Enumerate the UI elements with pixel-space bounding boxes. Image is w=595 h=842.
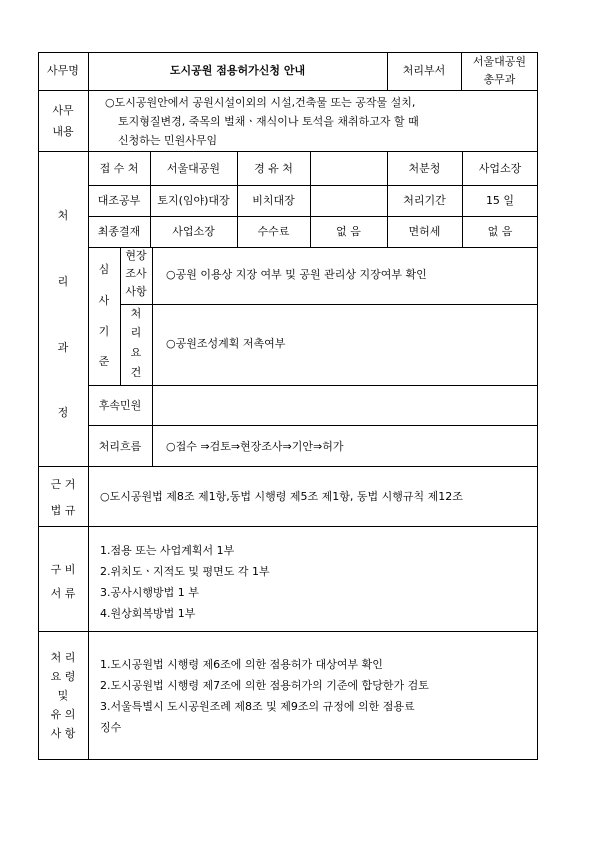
- fee-label: 수수료: [257, 225, 290, 238]
- process-char-1: 처: [57, 209, 69, 222]
- row-divider: [88, 425, 538, 426]
- fee-value: 없 음: [336, 225, 361, 238]
- col-divider: [152, 385, 153, 466]
- notes-label-2: 요 령: [50, 670, 76, 683]
- dept-label: 처리부서: [402, 64, 446, 77]
- doc-item: 3.공사시행방법 1 부: [100, 586, 199, 599]
- content-line-1: ○도시공원안에서 공원시설이외의 시설,건축물 또는 공작물 설치,: [105, 96, 416, 109]
- authority-value: 사업소장: [478, 162, 522, 175]
- site-text: ○공원 이용상 지장 여부 및 공원 관리상 지장여부 확인: [166, 268, 427, 281]
- review-char-1: 심: [98, 263, 110, 276]
- basis-label-2: 법 규: [50, 504, 76, 517]
- review-char-3: 기: [98, 325, 110, 338]
- approval-label: 최종결재: [97, 225, 141, 238]
- authority-label: 처분청: [408, 162, 441, 175]
- license-tax-value: 없 음: [487, 225, 513, 238]
- site-label-1: 현장: [125, 249, 147, 262]
- req-text: ○공원조성계획 저촉여부: [166, 337, 286, 350]
- affair-title: 도시공원 점용허가신청 안내: [169, 64, 306, 77]
- flow-label: 처리흐름: [98, 440, 142, 453]
- req-char-4: 건: [130, 366, 142, 379]
- registry-label: 비치대장: [252, 194, 295, 207]
- content-line-2: 토지형질변경, 죽목의 벌채ㆍ재식이나 토석을 채취하고자 할 때: [118, 115, 419, 128]
- receiver-value: 서울대공원: [166, 162, 221, 175]
- doc-item: 1.점용 또는 사업계획서 1부: [100, 544, 235, 557]
- license-tax-label: 면허세: [408, 225, 441, 238]
- req-char-1: 처: [130, 307, 142, 320]
- content-line-3: 신청하는 민원사무임: [118, 134, 218, 147]
- via-label: 경 유 처: [254, 162, 293, 175]
- ledger-value: 토지(임야)대장: [157, 194, 230, 207]
- ledger-label: 대조공부: [97, 194, 141, 207]
- row-divider: [88, 247, 538, 248]
- row-divider: [88, 216, 538, 217]
- dept-name: 서울대공원: [472, 55, 527, 68]
- affair-label: 사무명: [47, 64, 79, 77]
- row-divider: [38, 151, 538, 152]
- req-char-3: 요: [130, 346, 142, 359]
- review-char-4: 준: [98, 355, 110, 368]
- doc-item: 4.원상회복방법 1부: [100, 607, 196, 620]
- notes-label-1: 처 리: [50, 651, 76, 664]
- note-item: 2.도시공원법 시행령 제7조에 의한 점용허가의 기준에 합당한가 검토: [100, 679, 429, 692]
- row-divider: [38, 90, 538, 91]
- review-char-2: 사: [98, 294, 110, 307]
- content-label-1: 사무: [52, 104, 74, 117]
- site-label-2: 조사: [125, 267, 147, 280]
- row-divider: [120, 304, 538, 305]
- flow-text: ○접수 ⇒검토⇒현장조사⇒기안⇒허가: [166, 440, 344, 453]
- dept-division: 총무과: [483, 73, 516, 86]
- basis-text: ○도시공원법 제8조 제1항,동법 시행령 제5조 제1항, 동법 시행규칙 제12조: [100, 490, 463, 503]
- note-item: 1.도시공원법 시행령 제6조에 의한 점용허가 대상여부 확인: [100, 658, 383, 671]
- process-char-4: 정: [57, 406, 69, 419]
- note-item: 3.서울특별시 도시공원조례 제8조 및 제9조의 규정에 의한 점용료: [100, 700, 415, 713]
- notes-label-4: 유 의: [50, 708, 76, 721]
- row-divider: [38, 631, 538, 632]
- note-item: 징수: [100, 721, 122, 734]
- notes-label-3: 및: [57, 689, 69, 702]
- doc-item: 2.위치도ㆍ지적도 및 평면도 각 1부: [100, 565, 270, 578]
- period-value: 15 일: [485, 194, 515, 207]
- approval-value: 사업소장: [172, 225, 215, 238]
- period-label: 처리기간: [403, 194, 446, 207]
- process-char-2: 리: [57, 275, 69, 288]
- process-char-3: 과: [57, 341, 69, 354]
- row-divider: [38, 526, 538, 527]
- receiver-label: 접 수 처: [99, 162, 139, 175]
- docs-label-1: 구 비: [50, 563, 76, 576]
- basis-label-1: 근 거: [50, 478, 76, 491]
- notes-label-5: 사 항: [50, 727, 76, 740]
- site-label-3: 사항: [125, 285, 147, 298]
- row-divider: [88, 185, 538, 186]
- req-char-2: 리: [130, 326, 142, 339]
- follow-label: 후속민원: [98, 399, 142, 412]
- row-divider: [38, 466, 538, 467]
- docs-label-2: 서 류: [50, 587, 76, 600]
- content-label-2: 내용: [52, 125, 74, 138]
- col-divider: [152, 247, 153, 385]
- row-divider: [88, 385, 538, 386]
